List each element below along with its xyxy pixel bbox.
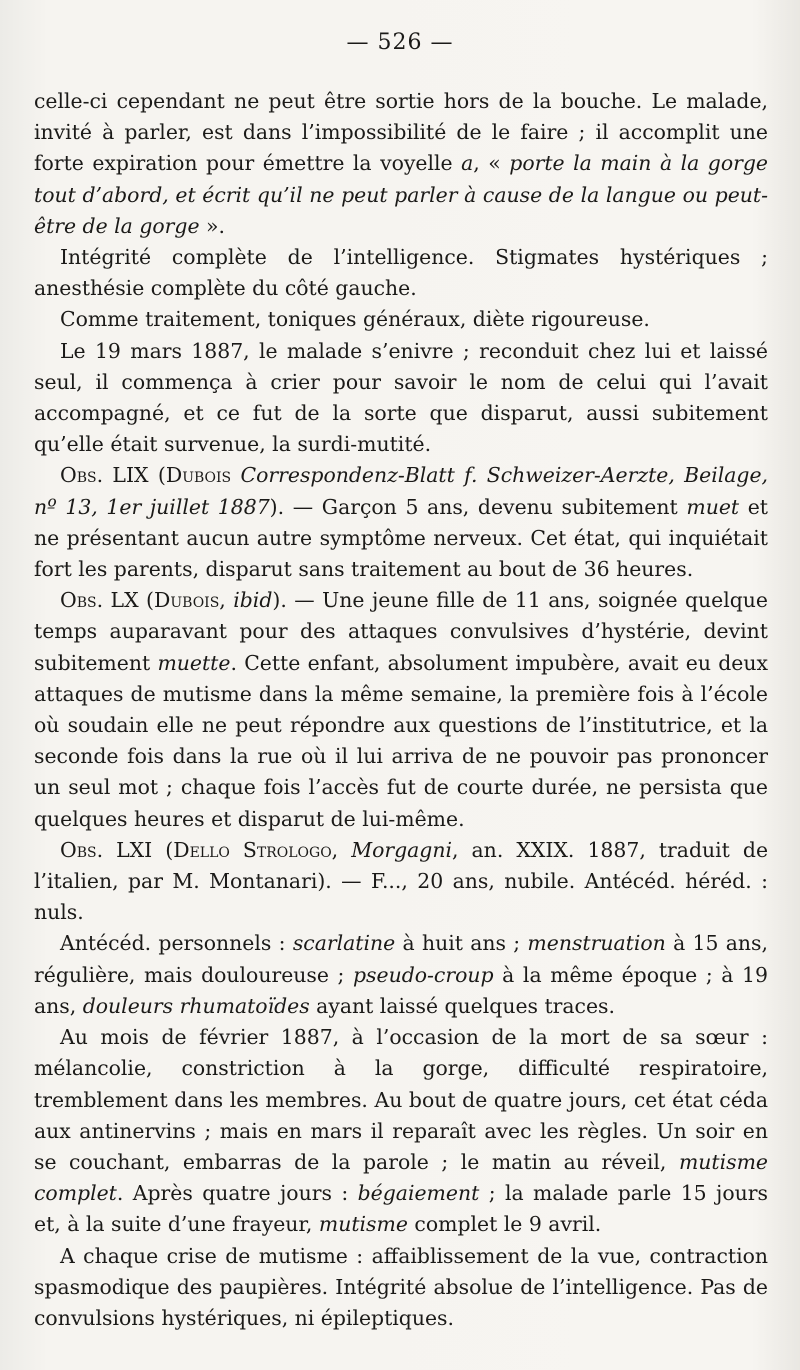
paragraph xyxy=(34,460,768,585)
text-run: A chaque crise de mutisme : affaiblissement de la vue, contraction spasmodique des paupières. Intégrité absolue de l’intelligence. Pas de convulsions hystériques, ni épileptiques. xyxy=(34,1243,768,1330)
italic-run: Correspondenz-Blatt f. Schweizer-Aerzte, Beilage, nº 13, 1er juillet 1887 xyxy=(34,463,769,519)
paragraph xyxy=(34,242,768,304)
text-run: ). — Garçon 5 ans, devenu subitement xyxy=(269,494,687,519)
body-text xyxy=(34,86,768,1334)
paragraph xyxy=(34,1022,768,1240)
text-run: , « xyxy=(473,151,510,176)
text-run: celle-ci cependant ne peut être sortie hors de la bouche. Le malade, invité à parler, est dans l’impossibilité de le faire ; il accomplit une forte expiration pour émettre la voyelle xyxy=(34,89,768,176)
text-run: ayant laissé quelques traces. xyxy=(309,993,615,1018)
italic-run: bégaiement xyxy=(357,1181,480,1206)
text-run: , an. XXIX. 1887, traduit de l’italien, par M. Montanari). — F..., 20 ans, nubile. Antécéd. héréd. : nuls. xyxy=(34,837,769,925)
paragraph xyxy=(34,835,768,929)
italic-run: pseudo-croup xyxy=(353,962,494,987)
text-run: à 15 ans, régulière, mais douloureuse ; xyxy=(34,931,768,987)
text-run: ). — Une jeune fille de 11 ans, soignée quelque temps auparavant pour des attaques convulsives d’hystérie, devint subitement xyxy=(34,588,768,675)
italic-run: douleurs rhumatoïdes xyxy=(82,993,310,1018)
italic-run: scarlatine xyxy=(292,931,396,956)
italic-run: mutisme complet xyxy=(34,1149,768,1206)
text-run: . Après quatre jours : xyxy=(116,1181,358,1206)
text-run: Au mois de février 1887, à l’occasion de la mort de sa sœur : mélancolie, constriction à la gorge, difficulté respiratoire, tremblement dans les membres. Au bout de quatre jours, cet état céda aux antinervins ; mais en mars il reparaît avec les règles. Un soir en se couchant, embarras de la parole ; le matin au réveil, xyxy=(34,1025,768,1174)
small-caps-run: Dubois xyxy=(165,463,232,488)
small-caps-run: Obs. LIX xyxy=(60,463,149,488)
text-run: ». xyxy=(199,213,225,238)
paragraph xyxy=(34,304,768,335)
text-run xyxy=(231,463,240,487)
text-run: ( xyxy=(148,463,166,488)
text-run: ( xyxy=(138,588,154,613)
text-run: à huit ans ; xyxy=(395,931,528,956)
text-run: ( xyxy=(152,837,174,862)
italic-run: muet xyxy=(686,494,740,519)
paragraph xyxy=(34,1241,768,1335)
text-run: , xyxy=(331,837,352,862)
text-run: Intégrité complète de l’intelligence. Stigmates hystériques ; anesthésie complète du côté gauche. xyxy=(34,245,768,301)
text-run: Comme traitement, toniques généraux, diète rigoureuse. xyxy=(60,307,650,332)
text-run: Le 19 mars 1887, le malade s’enivre ; reconduit chez lui et laissé seul, il commença à crier pour savoir le nom de celui qui l’avait accompagné, et ce fut de la sorte que disparut, aussi subitement qu’elle était survenue, la surdi-mutité. xyxy=(34,338,768,457)
page-number: — 526 — xyxy=(346,30,454,55)
small-caps-run: Dubois xyxy=(154,588,220,613)
text-run: et ne présentant aucun autre symptôme nerveux. Cet état, qui inquiétait fort les parents, disparut sans traitement au bout de 36 heures. xyxy=(34,494,768,582)
small-caps-run: Obs. LXI xyxy=(60,837,153,862)
text-run: . Cette enfant, absolument impubère, avait eu deux attaques de mutisme dans la même semaine, la première fois à l’école où soudain elle ne peut répondre aux questions de l’institutrice, et la seconde fois dans la rue où il lui arriva de ne pouvoir pas prononcer un seul mot ; chaque fois l’accès fut de courte durée, ne persista que quelques heures et disparut de lui-même. xyxy=(34,650,768,831)
italic-run: menstruation xyxy=(527,931,666,956)
italic-run: mutisme xyxy=(318,1212,408,1237)
small-caps-run: Obs. LX xyxy=(60,588,139,613)
text-run: Antécéd. personnels : xyxy=(60,931,293,956)
paragraph xyxy=(34,336,768,461)
italic-run: Morgagni xyxy=(351,837,453,862)
italic-run: a xyxy=(461,151,474,176)
text-run: , xyxy=(219,588,234,613)
italic-run: porte la main à la gorge tout d’abord, et écrit qu’il ne peut parler à cause de la langue ou peut-être de la gorge xyxy=(34,151,768,238)
text-run: à la même époque ; à 19 ans, xyxy=(34,962,768,1018)
small-caps-run: Dello Strologo xyxy=(173,837,332,862)
paragraph xyxy=(34,86,768,242)
paragraph xyxy=(34,928,768,1022)
text-run: ; la malade parle 15 jours et, à la suite d’une frayeur, xyxy=(34,1181,768,1237)
italic-run: ibid xyxy=(233,588,273,613)
paragraph xyxy=(34,585,768,835)
text-run: complet le 9 avril. xyxy=(407,1212,602,1237)
italic-run: muette xyxy=(157,650,231,675)
